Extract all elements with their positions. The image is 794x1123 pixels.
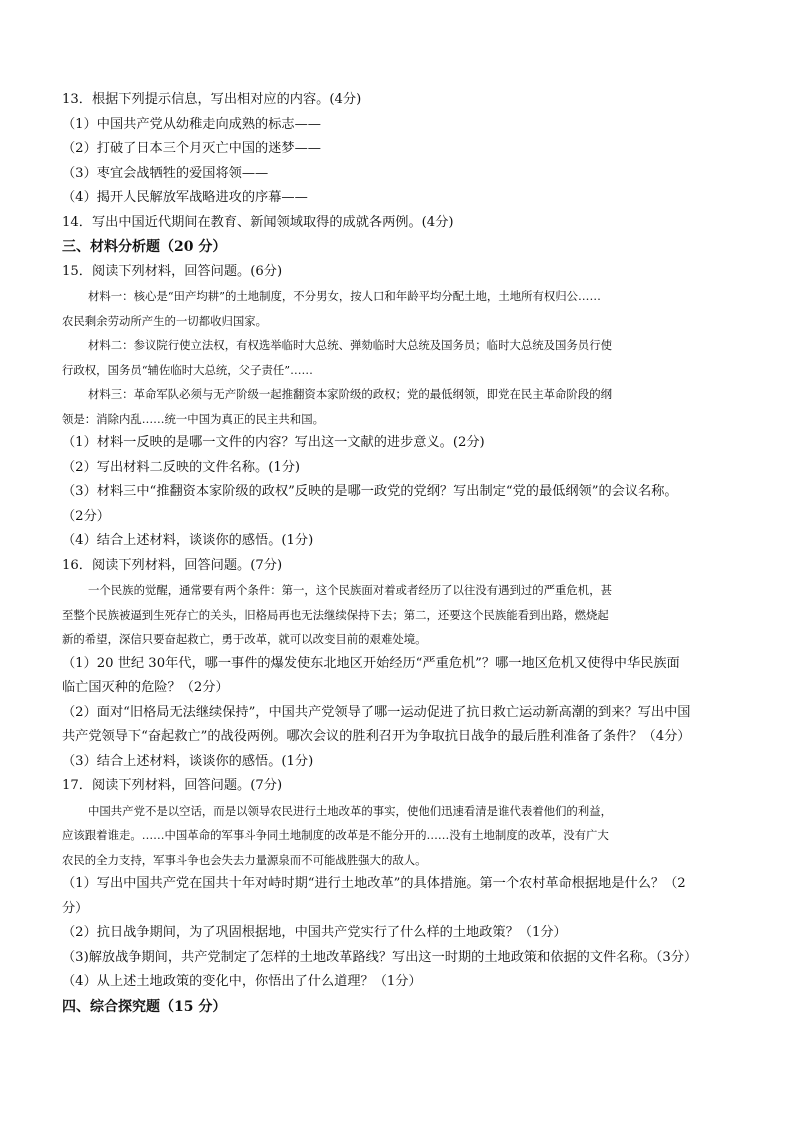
section-heading: 四、综合探究题（15 分） [62, 998, 227, 1015]
question-line: 16．阅读下列材料，回答问题。(7分) [62, 557, 283, 573]
question-line: （3）枣宜会战牺牲的爱国将领—— [62, 165, 269, 181]
material-text-line: 农民的全力支持，军事斗争也会失去力量源泉而不可能战胜强大的敌人。 [62, 852, 427, 867]
section-heading: 三、材料分析题（20 分） [62, 239, 227, 255]
question-line: （1）20 世纪 30年代，哪一事件的爆发使东北地区开始经历“严重危机”？哪一地区危机又使得中华民族面 [62, 655, 680, 671]
question-line: 临亡国灭种的危险？（2分） [62, 680, 229, 695]
question-line: （1）材料一反映的是哪一文件的内容？写出这一文献的进步意义。(2分) [62, 435, 485, 450]
question-line: 13．根据下列提示信息，写出相对应的内容。(4分) [62, 92, 362, 107]
question-line: 共产党领导下“奋起救亡”的战役两例。哪次会议的胜利召开为争取抗日战争的最后胜利准备了条件？（4分） [62, 729, 691, 744]
question-line: 17．阅读下列材料，回答问题。(7分) [62, 778, 283, 793]
material-text-line: 至整个民族被逼到生死存亡的关头，旧格局再也无法继续保持下去；第二，还要这个民族能看到出路，燃烧起 [62, 607, 609, 622]
question-line: （2）打破了日本三个月灭亡中国的迷梦—— [62, 141, 321, 156]
material-text-line: 行政权，国务员“辅佐临时大总统，父子责任”…… [62, 362, 313, 377]
material-text-line: 农民剩余劳动所产生的一切都收归国家。 [62, 313, 268, 328]
question-line: 14．写出中国近代期间在教育、新闻领域取得的成就各两例。(4分) [62, 214, 454, 230]
material-text-line: 材料一：核心是“田产均耕”的土地制度，不分男女，按人口和年龄平均分配土地，土地所有权归公…… [88, 289, 601, 303]
material-text-line: 应该跟着谁走。……中国革命的军事斗争同土地制度的改革是不能分开的……没有土地制度的改革，没有广大 [62, 828, 609, 842]
material-text-line: 材料三：革命军队必须与无产阶级一起推翻资本家阶级的政权；党的最低纲领，即党在民主革命阶段的纲 [88, 387, 612, 401]
material-text-line: 新的希望，深信只要奋起救亡，勇于改革，就可以改变目前的艰难处境。 [62, 632, 427, 646]
material-text-line: 一个民族的觉醒，通常要有两个条件：第一，这个民族面对着或者经历了以往没有遇到过的严重危机，甚 [88, 583, 612, 597]
question-line: （1）写出中国共产党在国共十年对峙时期“进行土地改革”的具体措施。第一个农村革命根据地是什么？（2 [62, 876, 686, 891]
material-text-line: 中国共产党不是以空话，而是以领导农民进行土地改革的事实，使他们迅速看清是谁代表着他们的利益， [88, 803, 612, 818]
material-text-line: 领是：消除内乱……统一中国为真正的民主共和国。 [62, 411, 324, 426]
question-line: 分） [62, 900, 89, 916]
question-line: （2）抗日战争期间，为了巩固根据地，中国共产党实行了什么样的土地政策？（1分） [62, 925, 567, 940]
question-line: （4）结合上述材料，谈谈你的感悟。(1分) [62, 533, 314, 548]
question-line: 15．阅读下列材料，回答问题。(6分) [62, 263, 283, 279]
question-line: （2）写出材料二反映的文件名称。(1分) [62, 459, 301, 475]
question-line: （2分） [62, 508, 110, 524]
exam-page [62, 88, 742, 1019]
question-line: （3)解放战争期间，共产党制定了怎样的土地改革路线？写出这一时期的土地政策和依据的文件名称。（3分） [62, 949, 698, 965]
material-text-line: 材料二：参议院行使立法权，有权选举临时大总统、弹劾临时大总统及国务员；临时大总统及国务员行使 [88, 338, 612, 352]
question-line: （3）结合上述材料，谈谈你的感悟。(1分) [62, 753, 314, 769]
question-line: （4）从上述土地政策的变化中，你悟出了什么道理？（1分） [62, 974, 422, 989]
question-line: （2）面对“旧格局无法继续保持”，中国共产党领导了哪一运动促进了抗日救亡运动新高潮的到来？写出中国 [62, 704, 691, 720]
question-line: （1）中国共产党从幼稚走向成熟的标志—— [62, 116, 321, 132]
question-line: （3）材料三中“推翻资本家阶级的政权”反映的是哪一政党的党纲？写出制定“党的最低纲领”的会议名称。 [62, 484, 678, 499]
question-line: （4）揭开人民解放军战略进攻的序幕—— [62, 190, 308, 205]
